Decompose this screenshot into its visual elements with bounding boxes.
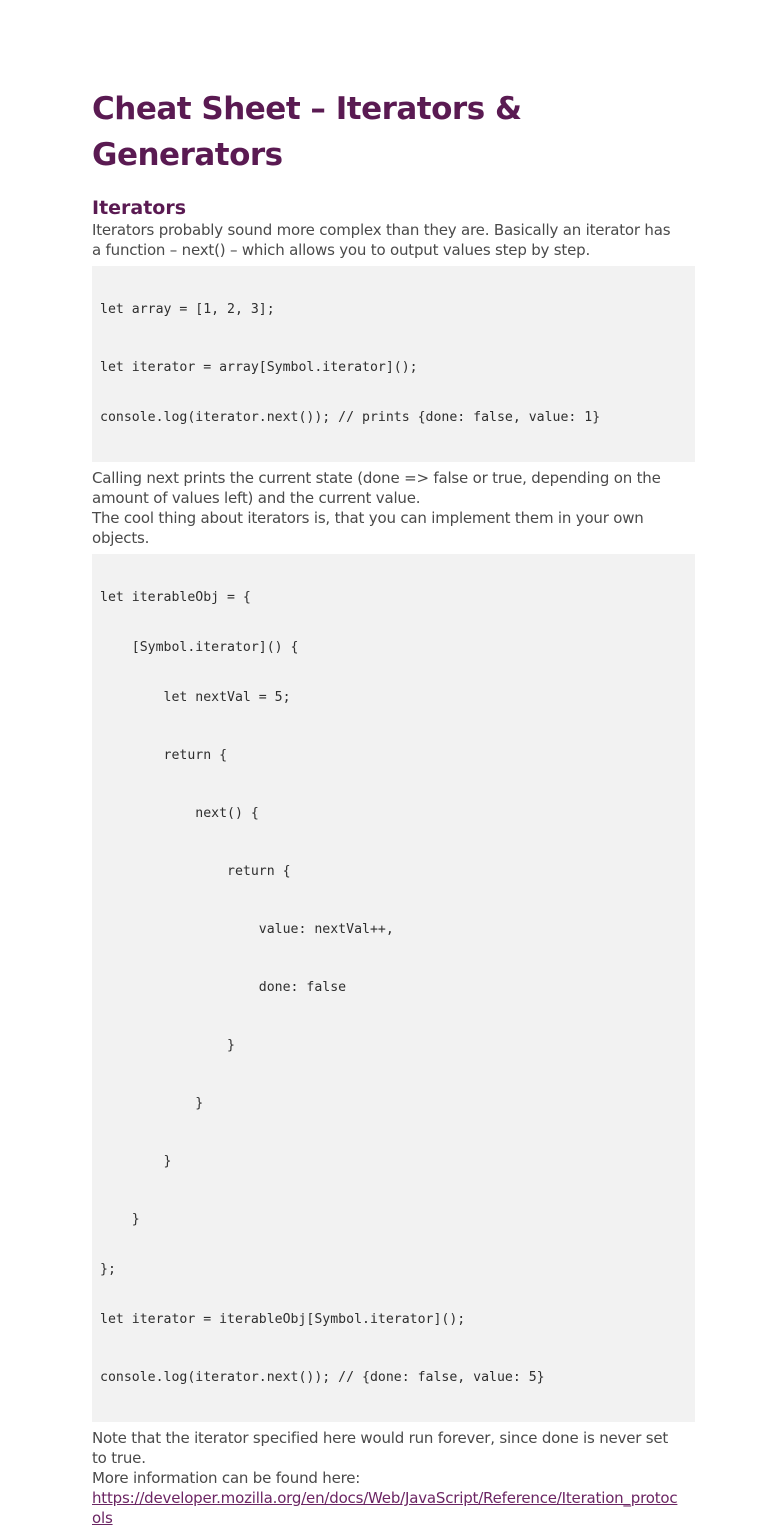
document-page [92,86,682,1528]
code-line: } [100,1038,235,1053]
intro-paragraph: Iterators probably sound more complex than they are. Basically an iterator has a function – next() – which allows you to output values step by step. [92,221,671,259]
more-info-paragraph: More information can be found here: [92,1469,361,1487]
code-line: } [100,1096,204,1111]
code-line: let iterator = array[Symbol.iterator](); [100,360,418,375]
code-line: console.log(iterator.next()); // prints {done: false, value: 1} [100,410,601,425]
code-line: return { [100,864,291,879]
code-line: let nextVal = 5; [100,690,291,705]
explanation-paragraph-1: Calling next prints the current state (done => false or true, depending on the amount of values left) and the current value. [92,469,661,507]
mdn-iteration-protocols-link[interactable]: https://developer.mozilla.org/en/docs/Web/JavaScript/Reference/Iteration_protocols [92,1489,678,1527]
code-line: let iterableObj = { [100,590,251,605]
code-line: let iterator = iterableObj[Symbol.iterator](); [100,1312,466,1327]
code-line: let array = [1, 2, 3]; [100,302,275,317]
explanation-paragraph-2: The cool thing about iterators is, that you can implement them in your own objects. [92,509,644,547]
code-line: }; [100,1262,116,1277]
code-line: [Symbol.iterator]() { [100,640,299,655]
code-line: next() { [100,806,259,821]
code-block-array-iterator [92,266,695,462]
code-line: return { [100,748,228,763]
code-line: } [100,1212,140,1227]
code-block-iterable-object [92,554,695,1422]
code-line: value: nextVal++, [100,922,394,937]
code-line: done: false [100,980,347,995]
document-title: Cheat Sheet – Iterators & Generators [92,91,522,173]
code-line: console.log(iterator.next()); // {done: false, value: 5} [100,1370,545,1385]
code-line: } [100,1154,172,1169]
note-paragraph: Note that the iterator specified here would run forever, since done is never set to true. [92,1429,669,1467]
section-heading-iterators: Iterators [92,197,187,219]
